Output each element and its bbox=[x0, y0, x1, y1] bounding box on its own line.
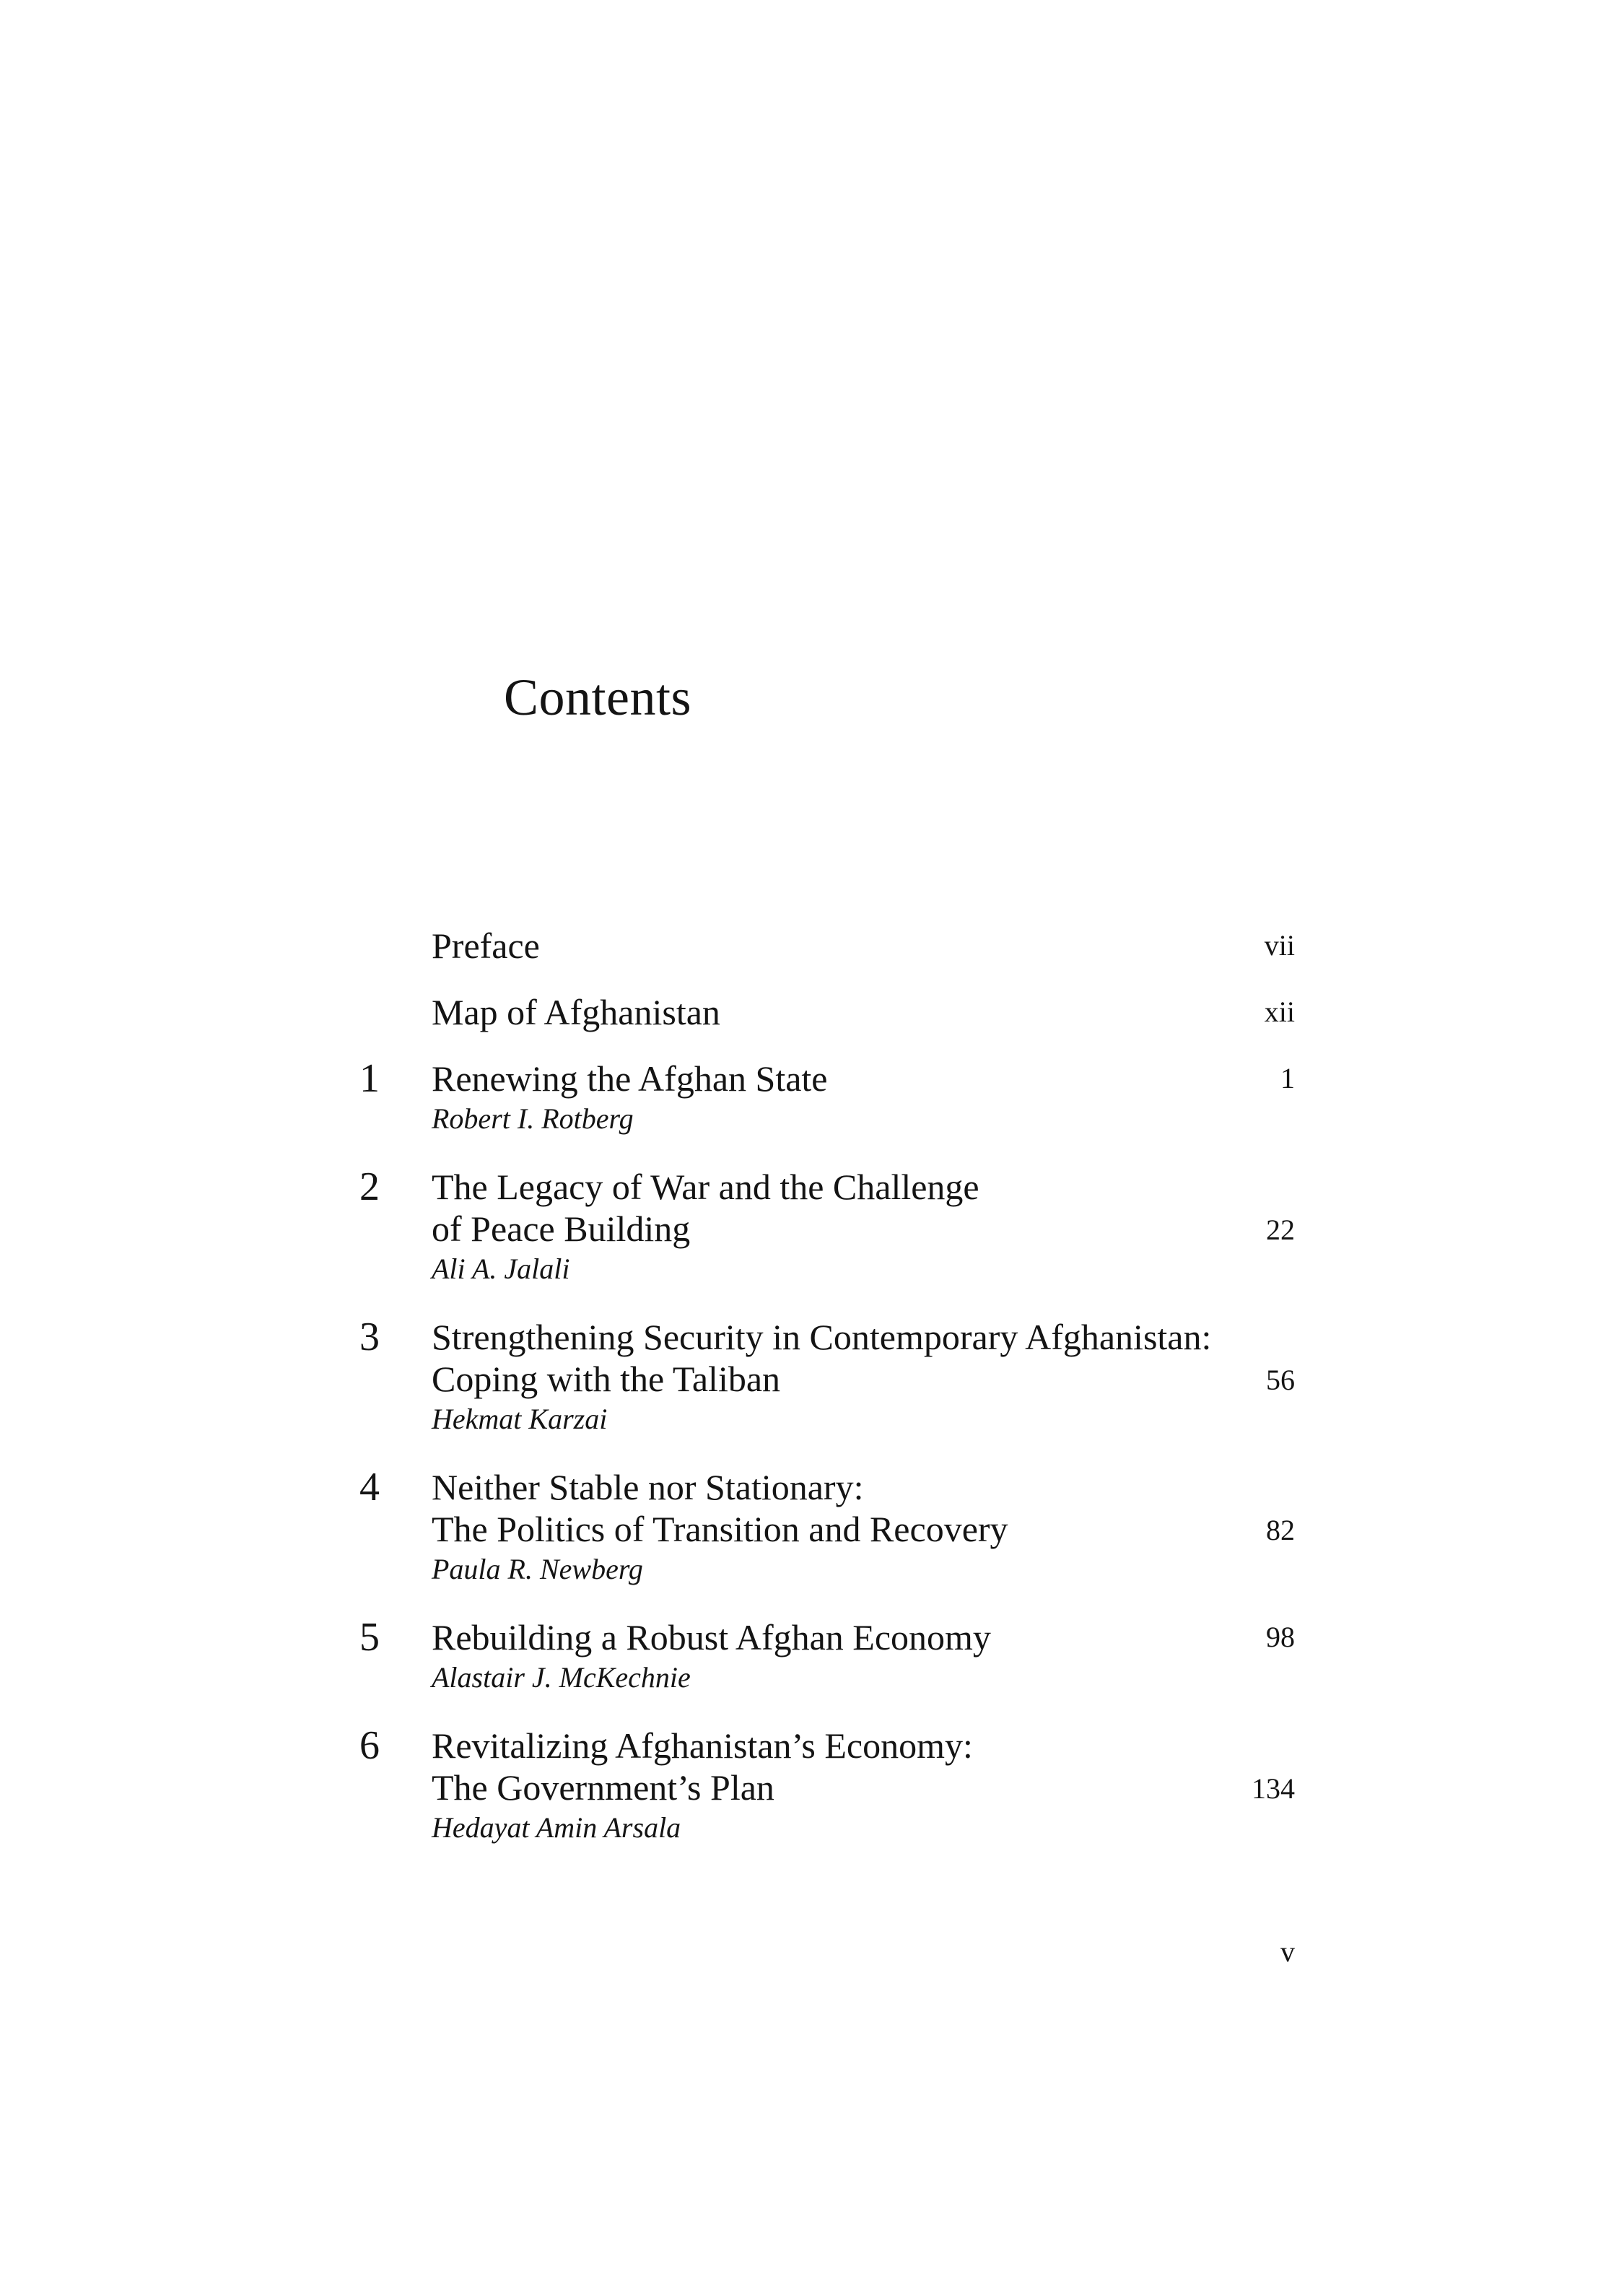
entry-author: Paula R. Newberg bbox=[432, 1553, 643, 1585]
chapter-number: 2 bbox=[359, 1164, 380, 1209]
entry-page: 134 bbox=[1252, 1772, 1295, 1805]
entry-author: Hedayat Amin Arsala bbox=[432, 1811, 681, 1844]
entry-title: Renewing the Afghan State bbox=[432, 1058, 828, 1099]
entry-author: Alastair J. McKechnie bbox=[432, 1661, 691, 1694]
entry-title-line-1: Neither Stable nor Stationary: bbox=[432, 1467, 864, 1507]
chapter-number: 3 bbox=[359, 1315, 380, 1359]
entry-author: Robert I. Rotberg bbox=[432, 1102, 634, 1135]
entry-title-line-2: of Peace Building bbox=[432, 1208, 691, 1249]
entry-title-line-1: Strengthening Security in Contemporary Afghanistan: bbox=[432, 1317, 1212, 1357]
entry-page: 56 bbox=[1266, 1364, 1295, 1396]
entry-title-line-1: Revitalizing Afghanistan’s Economy: bbox=[432, 1725, 973, 1766]
entry-page: 1 bbox=[1280, 1062, 1295, 1094]
entry-title-line-2: The Politics of Transition and Recovery bbox=[432, 1509, 1008, 1549]
entry-author: Hekmat Karzai bbox=[432, 1403, 608, 1435]
entry-page: 22 bbox=[1266, 1214, 1295, 1246]
entry-title-line-2: The Government’s Plan bbox=[432, 1767, 774, 1808]
entry-author: Ali A. Jalali bbox=[432, 1253, 570, 1285]
page-number: v bbox=[1280, 1935, 1295, 1968]
chapter-number: 4 bbox=[359, 1465, 380, 1510]
entry-page: 98 bbox=[1266, 1621, 1295, 1653]
entry-title-line-1: The Legacy of War and the Challenge bbox=[432, 1167, 979, 1207]
chapter-number: 6 bbox=[359, 1723, 380, 1768]
entry-title: Rebuilding a Robust Afghan Economy bbox=[432, 1617, 991, 1657]
chapter-number: 5 bbox=[359, 1615, 380, 1660]
entry-page: vii bbox=[1264, 929, 1295, 962]
entry-title: Map of Afghanistan bbox=[432, 992, 720, 1032]
page-title: Contents bbox=[504, 668, 692, 726]
chapter-number: 1 bbox=[359, 1056, 380, 1101]
entry-title: Preface bbox=[432, 925, 540, 966]
entry-page: 82 bbox=[1266, 1514, 1295, 1546]
entry-title-line-2: Coping with the Taliban bbox=[432, 1359, 781, 1399]
entry-page: xii bbox=[1264, 996, 1295, 1028]
